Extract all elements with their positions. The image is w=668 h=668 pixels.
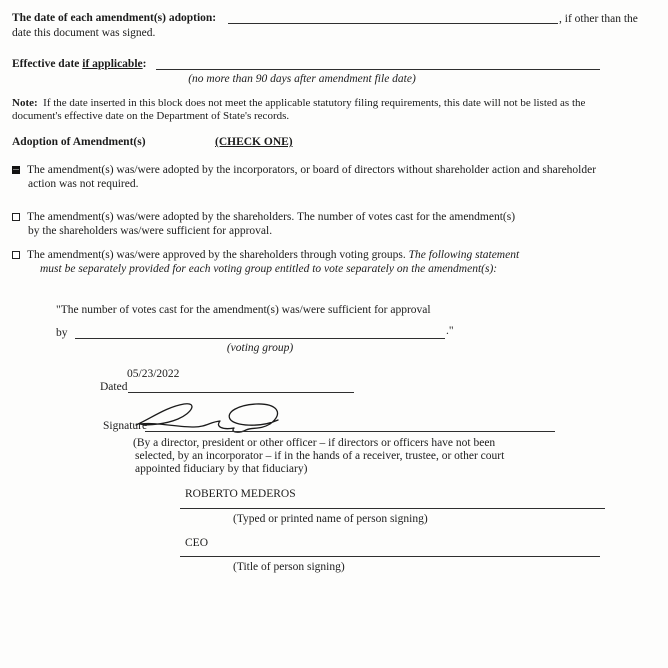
typed-name-caption: (Typed or printed name of person signing)	[233, 513, 428, 525]
signature-caption-line2: selected, by an incorporator – if in the hands of a receiver, trustee, or other court	[135, 450, 505, 462]
option-3-checkbox[interactable]	[12, 251, 20, 259]
option-1-line2: action was not required.	[28, 178, 139, 190]
check-one-label: (CHECK ONE)	[215, 136, 293, 148]
title-field[interactable]	[180, 556, 600, 557]
effective-date-field[interactable]	[156, 69, 600, 70]
option-1-checkbox[interactable]	[12, 166, 20, 174]
option-3-line1-plain: The amendment(s) was/were approved by the shareholders through voting groups.	[27, 249, 409, 261]
voting-statement-quote: "The number of votes cast for the amendment(s) was/were sufficient for approval	[56, 304, 431, 316]
typed-name-field[interactable]	[180, 508, 605, 509]
option-3-line1	[27, 249, 519, 262]
dated-value: 05/23/2022	[127, 368, 180, 380]
adoption-date-suffix: , if other than the	[559, 13, 638, 25]
signature-scribble	[132, 397, 294, 435]
option-1-line1: The amendment(s) was/were adopted by the incorporators, or board of directors without shareholder action and shareholder	[27, 164, 597, 176]
signature-label: Signature	[103, 420, 148, 432]
signature-caption-line1: (By a director, president or other officer – if directors or officers have not been	[133, 437, 496, 449]
voting-by-label: by	[56, 327, 68, 339]
option-3-line1-italic: The following statement	[408, 249, 520, 261]
signature-field[interactable]	[145, 431, 555, 432]
note-label: Note:	[12, 97, 38, 109]
effective-date-label	[12, 58, 146, 71]
option-2-checkbox[interactable]	[12, 213, 20, 221]
dated-label: Dated	[100, 381, 128, 393]
voting-close-quote: ."	[446, 325, 454, 337]
note-line2: document's effective date on the Department of State's records.	[12, 110, 290, 122]
dated-field[interactable]	[128, 392, 354, 393]
signature-caption-line3: appointed fiduciary by that fiduciary)	[135, 463, 308, 475]
effective-date-hint: (no more than 90 days after amendment file date)	[188, 73, 416, 85]
typed-name-value: ROBERTO MEDEROS	[185, 488, 296, 500]
title-caption: (Title of person signing)	[233, 561, 345, 573]
voting-group-caption: (voting group)	[226, 342, 294, 354]
note-line1	[12, 97, 585, 110]
title-value: CEO	[185, 537, 208, 549]
voting-group-field[interactable]	[75, 338, 445, 339]
note-text-line1: If the date inserted in this block does not meet the applicable statutory filing requirements, this date will not be listed as the	[43, 97, 586, 109]
effective-date-label-underlined: if applicable	[82, 58, 143, 70]
adoption-heading: Adoption of Amendment(s)	[12, 136, 146, 148]
option-3-line2: must be separately provided for each voting group entitled to vote separately on the amendment(s):	[40, 263, 498, 275]
effective-date-label-plain: Effective date	[12, 58, 83, 70]
adoption-date-suffix-line2: date this document was signed.	[12, 27, 156, 39]
adoption-date-field[interactable]	[228, 23, 558, 24]
effective-date-colon: :	[142, 58, 147, 70]
option-2-line1: The amendment(s) was/were adopted by the shareholders. The number of votes cast for the amendment(s)	[27, 211, 516, 223]
option-2-line2: by the shareholders was/were sufficient for approval.	[28, 225, 273, 237]
adoption-date-label: The date of each amendment(s) adoption:	[12, 12, 217, 24]
